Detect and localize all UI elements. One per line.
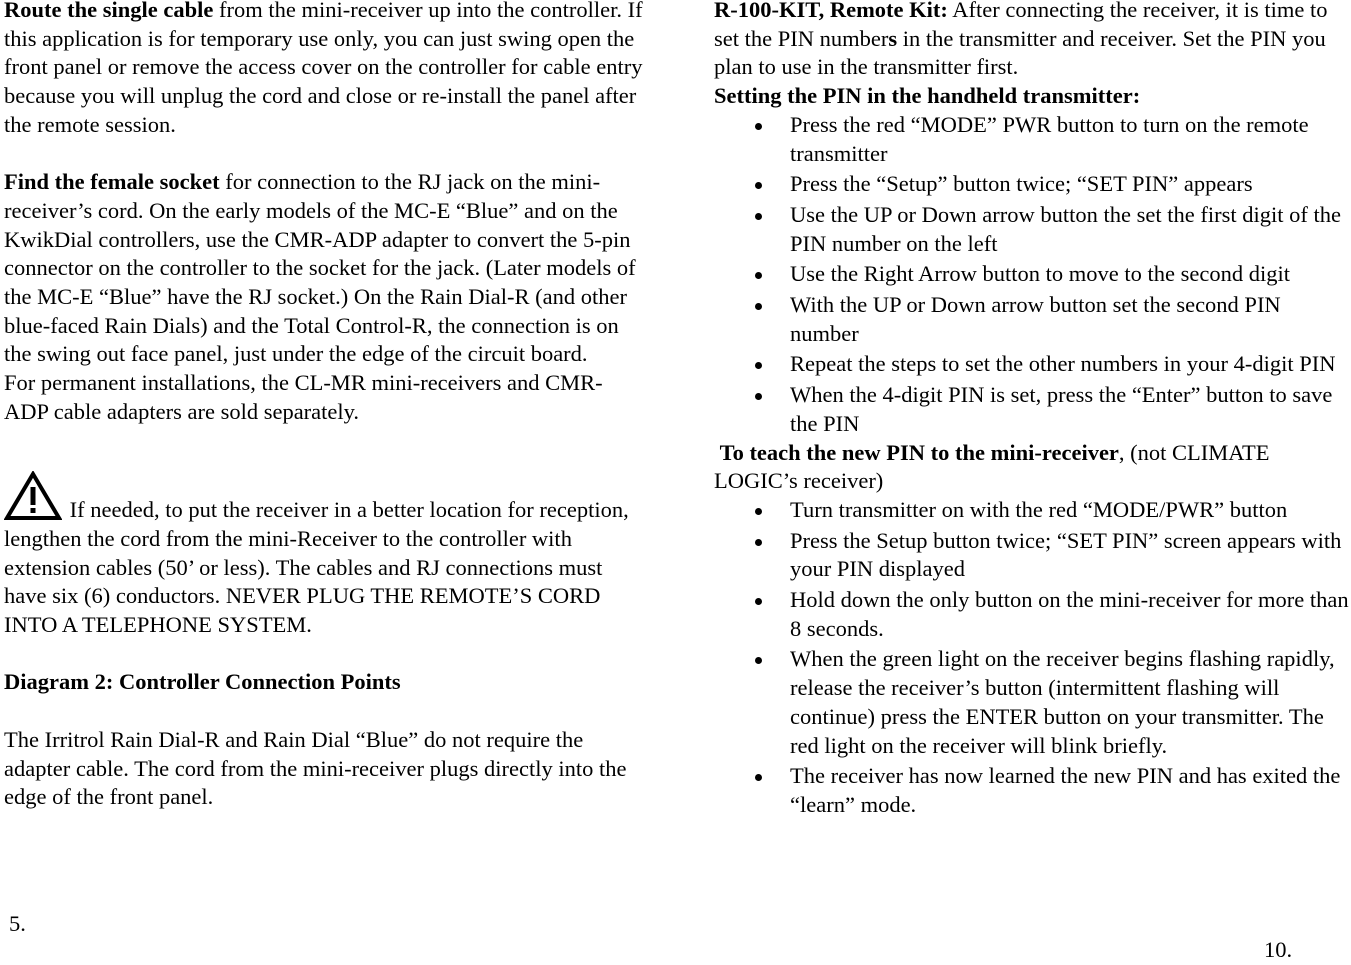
step-text: Press the “Setup” button twice; “SET PIN” appears (790, 171, 1253, 197)
diagram-heading-text: Diagram 2: Controller Connection Points (4, 669, 401, 695)
teach-pin-text: , (not CLIMATE LOGIC’s receiver) (714, 439, 1270, 494)
step-text: Press the Setup button twice; “SET PIN” screen appears with your PIN displayed (790, 527, 1342, 582)
step-text: When the 4-digit PIN is set, press the “Enter” button to save the PIN (790, 382, 1333, 436)
bullet-icon (755, 774, 762, 781)
bullet-icon (755, 539, 762, 546)
setting-pin-heading (714, 82, 1351, 111)
permanent-install-paragraph: For permanent installations, the CL-MR mini-receivers and CMR-ADP cable adapters are sold separately. (4, 370, 603, 424)
step-text: Use the Right Arrow button to move to the second digit (790, 261, 1290, 287)
page-number-right: 10. (1264, 937, 1293, 962)
list-item (714, 645, 1351, 760)
remote-kit-text-b: in the transmitter and receiver. Set the PIN you plan to use in the transmitter first. (714, 25, 1326, 80)
list-item (714, 291, 1351, 348)
female-socket-text: for connection to the RJ jack on the mini-receiver’s cord. On the early models of the MC-E “Blue” and on the KwikDial controllers, use the CMR-ADP adapter to convert the 5-pin connector on the controller to the socket for the jack. (Later models of the MC-E “Blue” have the RJ socket.) On the Rain Dial-R (and other blue-faced Rain Dials) and the Total Control-R, the connection is on the swing out face panel, just under the edge of the circuit board. (4, 169, 636, 367)
teach-pin-steps (714, 496, 1351, 820)
warning-triangle-icon (4, 471, 62, 521)
route-cable-paragraph (4, 0, 644, 140)
setting-pin-heading-text: Setting the PIN in the handheld transmitter: (714, 83, 1141, 109)
teach-pin-paragraph (714, 439, 1351, 496)
remote-kit-text-a: After connecting the receiver, it is time to set the PIN number (714, 0, 1328, 51)
right-column (714, 0, 1351, 820)
list-item (714, 527, 1351, 584)
step-text: Hold down the only button on the mini-receiver for more than 8 seconds. (790, 587, 1349, 641)
list-item (714, 496, 1351, 525)
setting-pin-steps (714, 111, 1351, 439)
bullet-icon (755, 508, 762, 515)
bullet-icon (755, 362, 762, 369)
step-text: Turn transmitter on with the red “MODE/PWR” button (790, 496, 1288, 522)
step-text: Repeat the steps to set the other numbers in your 4-digit PIN (790, 351, 1336, 377)
left-column (4, 0, 644, 812)
warning-paragraph (4, 471, 644, 640)
teach-pin-lead: To teach the new PIN to the mini-receiver (719, 439, 1119, 465)
diagram-heading (4, 668, 644, 697)
irritrol-paragraph: The Irritrol Rain Dial-R and Rain Dial “Blue” do not require the adapter cable. The cord from the mini-receiver plugs directly into the edge of the front panel. (4, 726, 627, 810)
step-text: Use the UP or Down arrow button the set the first digit of the PIN number on the left (790, 201, 1341, 256)
list-item (714, 350, 1351, 379)
bullet-icon (755, 657, 762, 664)
bullet-icon (755, 213, 762, 220)
list-item (714, 260, 1351, 289)
bullet-icon (755, 272, 762, 279)
list-item (714, 170, 1351, 199)
step-text: The receiver has now learned the new PIN and has exited the “learn” mode. (790, 763, 1341, 817)
step-text: With the UP or Down arrow button set the second PIN number (790, 292, 1281, 346)
remote-kit-intro (714, 0, 1351, 82)
female-socket-paragraph (4, 168, 644, 369)
route-cable-lead: Route the single cable (4, 0, 214, 22)
bullet-icon (755, 123, 762, 130)
route-cable-text: from the mini-receiver up into the controller. If this application is for temporary use only, you can just swing open the front panel or remove the access cover on the controller for cable entry because you will unplug the cord and close or re-install the panel after the remote session. (4, 0, 643, 137)
bullet-icon (755, 182, 762, 189)
list-item (714, 111, 1351, 168)
remote-kit-bold-s: s (888, 25, 898, 51)
step-text: When the green light on the receiver begins flashing rapidly, release the receiver’s button (intermittent flashing will continue) press the ENTER button on your transmitter. The red light on the receiver will blink briefly. (790, 646, 1335, 758)
bullet-icon (755, 598, 762, 605)
list-item (714, 201, 1351, 258)
bullet-icon (755, 303, 762, 310)
list-item (714, 586, 1351, 643)
bullet-icon (755, 393, 762, 400)
remote-kit-lead: R-100-KIT, Remote Kit: (714, 0, 948, 22)
list-item (714, 762, 1351, 819)
warning-text: If needed, to put the receiver in a better location for reception, lengthen the cord from the mini-Receiver to the controller with extension cables (50’ or less). The cables and RJ connections must have six (6) conductors. NEVER PLUG THE REMOTE’S CORD INTO A TELEPHONE SYSTEM. (4, 497, 629, 638)
step-text: Press the red “MODE” PWR button to turn on the remote transmitter (790, 111, 1309, 166)
female-socket-lead: Find the female socket (4, 169, 220, 195)
page-number-left: 5. (9, 911, 26, 936)
list-item (714, 381, 1351, 438)
